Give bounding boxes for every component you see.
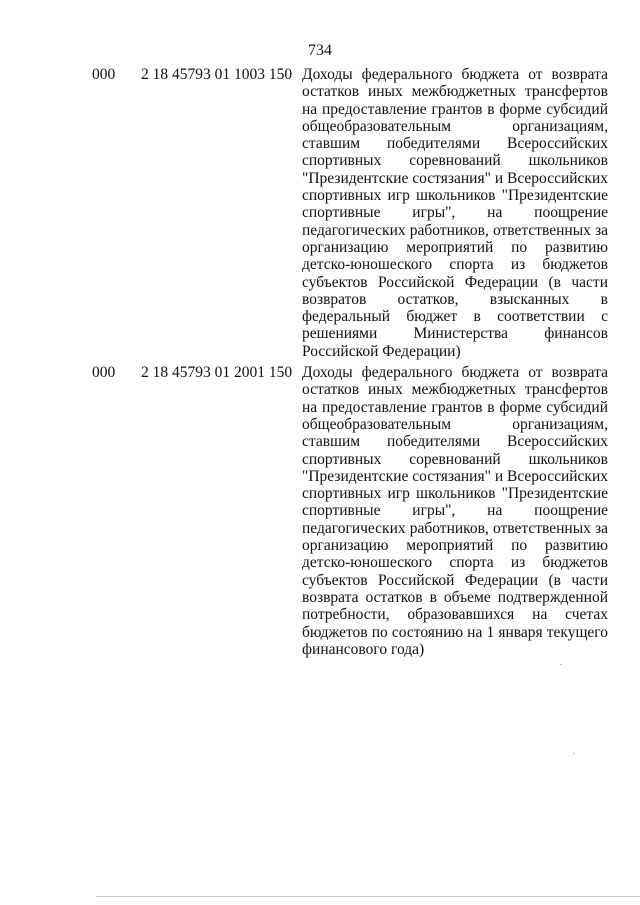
scan-edge-line xyxy=(96,896,640,897)
admin-code: 000 xyxy=(92,66,116,83)
table-row xyxy=(0,66,640,360)
classification-table xyxy=(0,66,640,662)
page-number: 734 xyxy=(308,42,332,59)
budget-classification-code: 2 18 45793 01 1003 150 xyxy=(141,66,293,83)
income-description: Доходы федерального бюджета от возврата остатков иных межбюджетных трансфертов на предоставление грантов в форме субсидий общеобразовательным организациям, ставшим победителями Всероссийских спортивных соревнований школьников "Президентские состязания" и Всероссийских спортивных игр школьников "Президентские спортивные игры", на поощрение педагогических работников, ответственных за организацию мероприятий по развитию детско-юношеского спорта из бюджетов субъектов Российской Федерации (в части возврата остатков в объеме подтвержденной потребности, образовавшихся на счетах бюджетов по состоянию на 1 января текущего финансового года) xyxy=(302,364,608,658)
scan-speck xyxy=(560,664,562,665)
admin-code: 000 xyxy=(92,364,116,382)
table-row xyxy=(0,364,640,658)
income-description: Доходы федерального бюджета от возврата остатков иных межбюджетных трансфертов на предоставление грантов в форме субсидий общеобразовательным организациям, ставшим победителями Всероссийских спортивных соревнований школьников "Президентские состязания" и Всероссийских спортивных игр школьников "Президентские спортивные игры", на поощрение педагогических работников, ответственных за организацию мероприятий по развитию детско-юношеского спорта из бюджетов субъектов Российской Федерации (в части возвратов остатков, взысканных в федеральный бюджет в соответствии с решениями Министерства финансов Российской Федерации) xyxy=(302,66,608,360)
scan-speck xyxy=(573,753,575,754)
budget-classification-code: 2 18 45793 01 2001 150 xyxy=(141,364,293,382)
